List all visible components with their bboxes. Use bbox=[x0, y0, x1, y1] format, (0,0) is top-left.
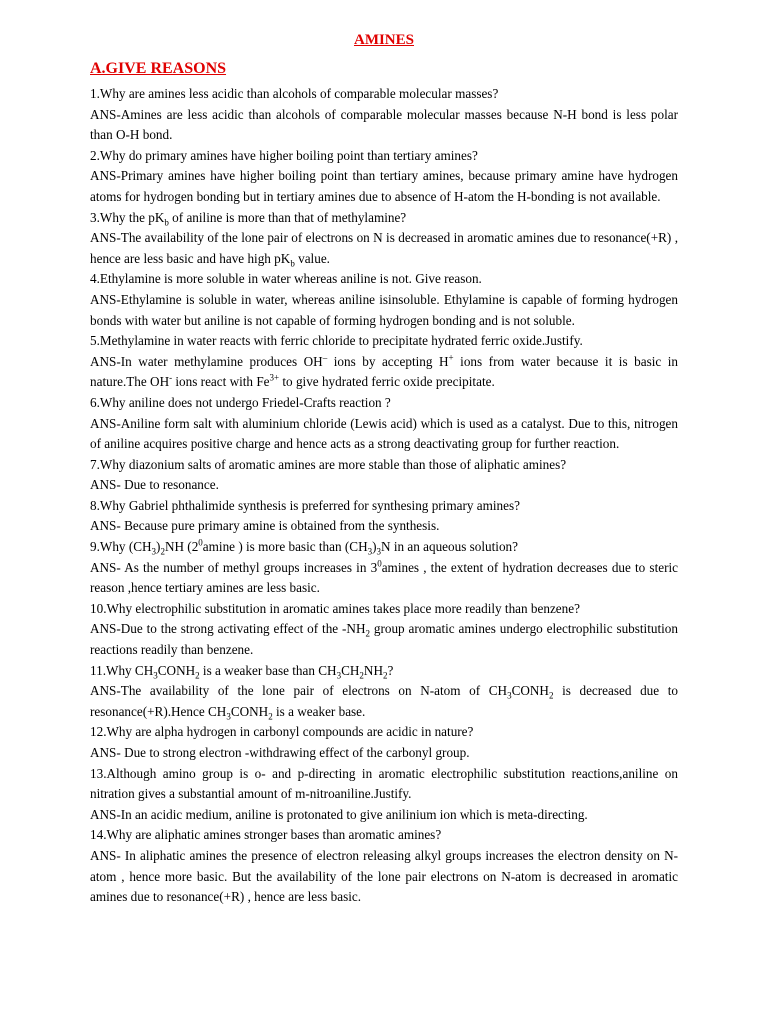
qa-item bbox=[90, 599, 678, 661]
document-title: AMINES bbox=[353, 32, 414, 48]
question: 8.Why Gabriel phthalimide synthesis is preferred for synthesing primary amines? bbox=[90, 497, 520, 513]
question: 1.Why are amines less acidic than alcohols of comparable molecular masses? bbox=[90, 86, 499, 101]
answer: ANS- Due to resonance. bbox=[90, 477, 219, 493]
answer: ANS- Because pure primary amine is obtained from the synthesis. bbox=[90, 518, 440, 534]
qa-item bbox=[90, 393, 678, 455]
question: 13.Although amino group is o- and p-directing in aromatic electrophilic substitution reactions,aniline on nitration gives a substantial amount of m-nitroaniline.Justify. bbox=[90, 765, 678, 802]
question: 7.Why diazonium salts of aromatic amines are more stable than those of aliphatic amines? bbox=[90, 456, 567, 472]
answer: ANS-Ethylamine is soluble in water, whereas aniline isinsoluble. Ethylamine is capable of forming hydrogen bonds with water but aniline is not capable of forming hydrogen bonding and is not soluble. bbox=[90, 291, 678, 328]
answer: ANS-Due to the strong activating effect of the $-NH_2$ group aromatic amines undergo electrophilic substitution reactions readily than benzene. bbox=[90, 621, 678, 658]
qa-item bbox=[90, 269, 678, 331]
qa-item bbox=[90, 722, 678, 763]
qa-item bbox=[90, 455, 678, 496]
qa-item bbox=[90, 537, 678, 599]
question: 12.Why are alpha hydrogen in carbonyl compounds are acidic in nature? bbox=[90, 724, 474, 740]
qa-item bbox=[90, 825, 678, 907]
question: 5.Methylamine in water reacts with ferric chloride to precipitate hydrated ferric oxide.Justify. bbox=[90, 333, 583, 349]
qa-item bbox=[90, 84, 678, 146]
question: 11.Why $CH_3CONH_2$ is a weaker base than $CH_3CH_2NH_2$? bbox=[90, 662, 394, 681]
qa-list bbox=[90, 84, 678, 908]
qa-item bbox=[90, 146, 678, 208]
answer: ANS-In water methylamine produces OH– ions by accepting H+ ions from water because it is basic in nature.The OH- ions react with $Fe^{3+}$ to give hydrated ferric oxide precipitate. bbox=[90, 352, 679, 390]
question: 6.Why aniline does not undergo Friedel-Crafts reaction ? bbox=[90, 394, 391, 410]
qa-item bbox=[90, 208, 678, 270]
answer: ANS-Aniline form salt with aluminium chloride (Lewis acid) which is used as a catalyst. Due to this, nitrogen of aniline acquires positive charge and hence acts as a strong deactivating group for further reaction. bbox=[90, 415, 678, 452]
answer: ANS- In aliphatic amines the presence of electron releasing alkyl groups increases the electron density on N-atom , hence more basic. But the availability of the lone pair electrons on N-atom is decreased in aromatic amines due to resonance(+R) , hence are less basic. bbox=[90, 847, 678, 905]
qa-item bbox=[90, 764, 678, 826]
qa-item bbox=[90, 496, 678, 537]
question: 4.Ethylamine is more soluble in water whereas aniline is not. Give reason. bbox=[90, 271, 482, 287]
answer: ANS-Amines are less acidic than alcohols of comparable molecular masses because N-H bond is less polar than O-H bond. bbox=[90, 106, 678, 143]
question: 9.Why $(CH_3)_2NH$ ($2^0amine$ ) is more basic than $(CH_3)_3N$ in an aqueous solution? bbox=[90, 537, 518, 557]
question: 14.Why are aliphatic amines stronger bases than aromatic amines? bbox=[90, 827, 442, 843]
answer: ANS-The availability of the lone pair of electrons on N-atom of $CH_3CONH_2$ is decreased due to resonance(+R).Hence $CH_3CONH_2$ is a weaker base. bbox=[90, 683, 678, 722]
answer: ANS-Primary amines have higher boiling point than tertiary amines, because primary amine have hydrogen atoms for hydrogen bonding but in tertiary amines due to absence of H-atom the H-bonding is not available. bbox=[90, 168, 678, 204]
answer: ANS-The availability of the lone pair of electrons on N is decreased in aromatic amines due to resonance(+R) , hence are less basic and have high $pK_b$ value. bbox=[90, 230, 678, 269]
answer: ANS-In an acidic medium, aniline is protonated to give anilinium ion which is meta-directing. bbox=[90, 806, 588, 822]
question: 3.Why the $pK_b$ of aniline is more than that of methylamine? bbox=[90, 209, 407, 228]
section-heading: A.GIVE REASONS bbox=[90, 60, 227, 77]
question: 10.Why electrophilic substitution in aromatic amines takes place more readily than benzene? bbox=[90, 600, 580, 616]
qa-item bbox=[90, 331, 678, 393]
qa-item bbox=[90, 661, 678, 723]
answer: ANS- Due to strong electron -withdrawing effect of the carbonyl group. bbox=[90, 745, 470, 760]
answer: ANS- As the number of methyl groups increases in $3^0amines$ , the extent of hydration decreases due to steric reason ,hence tertiary amines are less basic. bbox=[90, 558, 678, 596]
question: 2.Why do primary amines have higher boiling point than tertiary amines? bbox=[90, 147, 478, 163]
